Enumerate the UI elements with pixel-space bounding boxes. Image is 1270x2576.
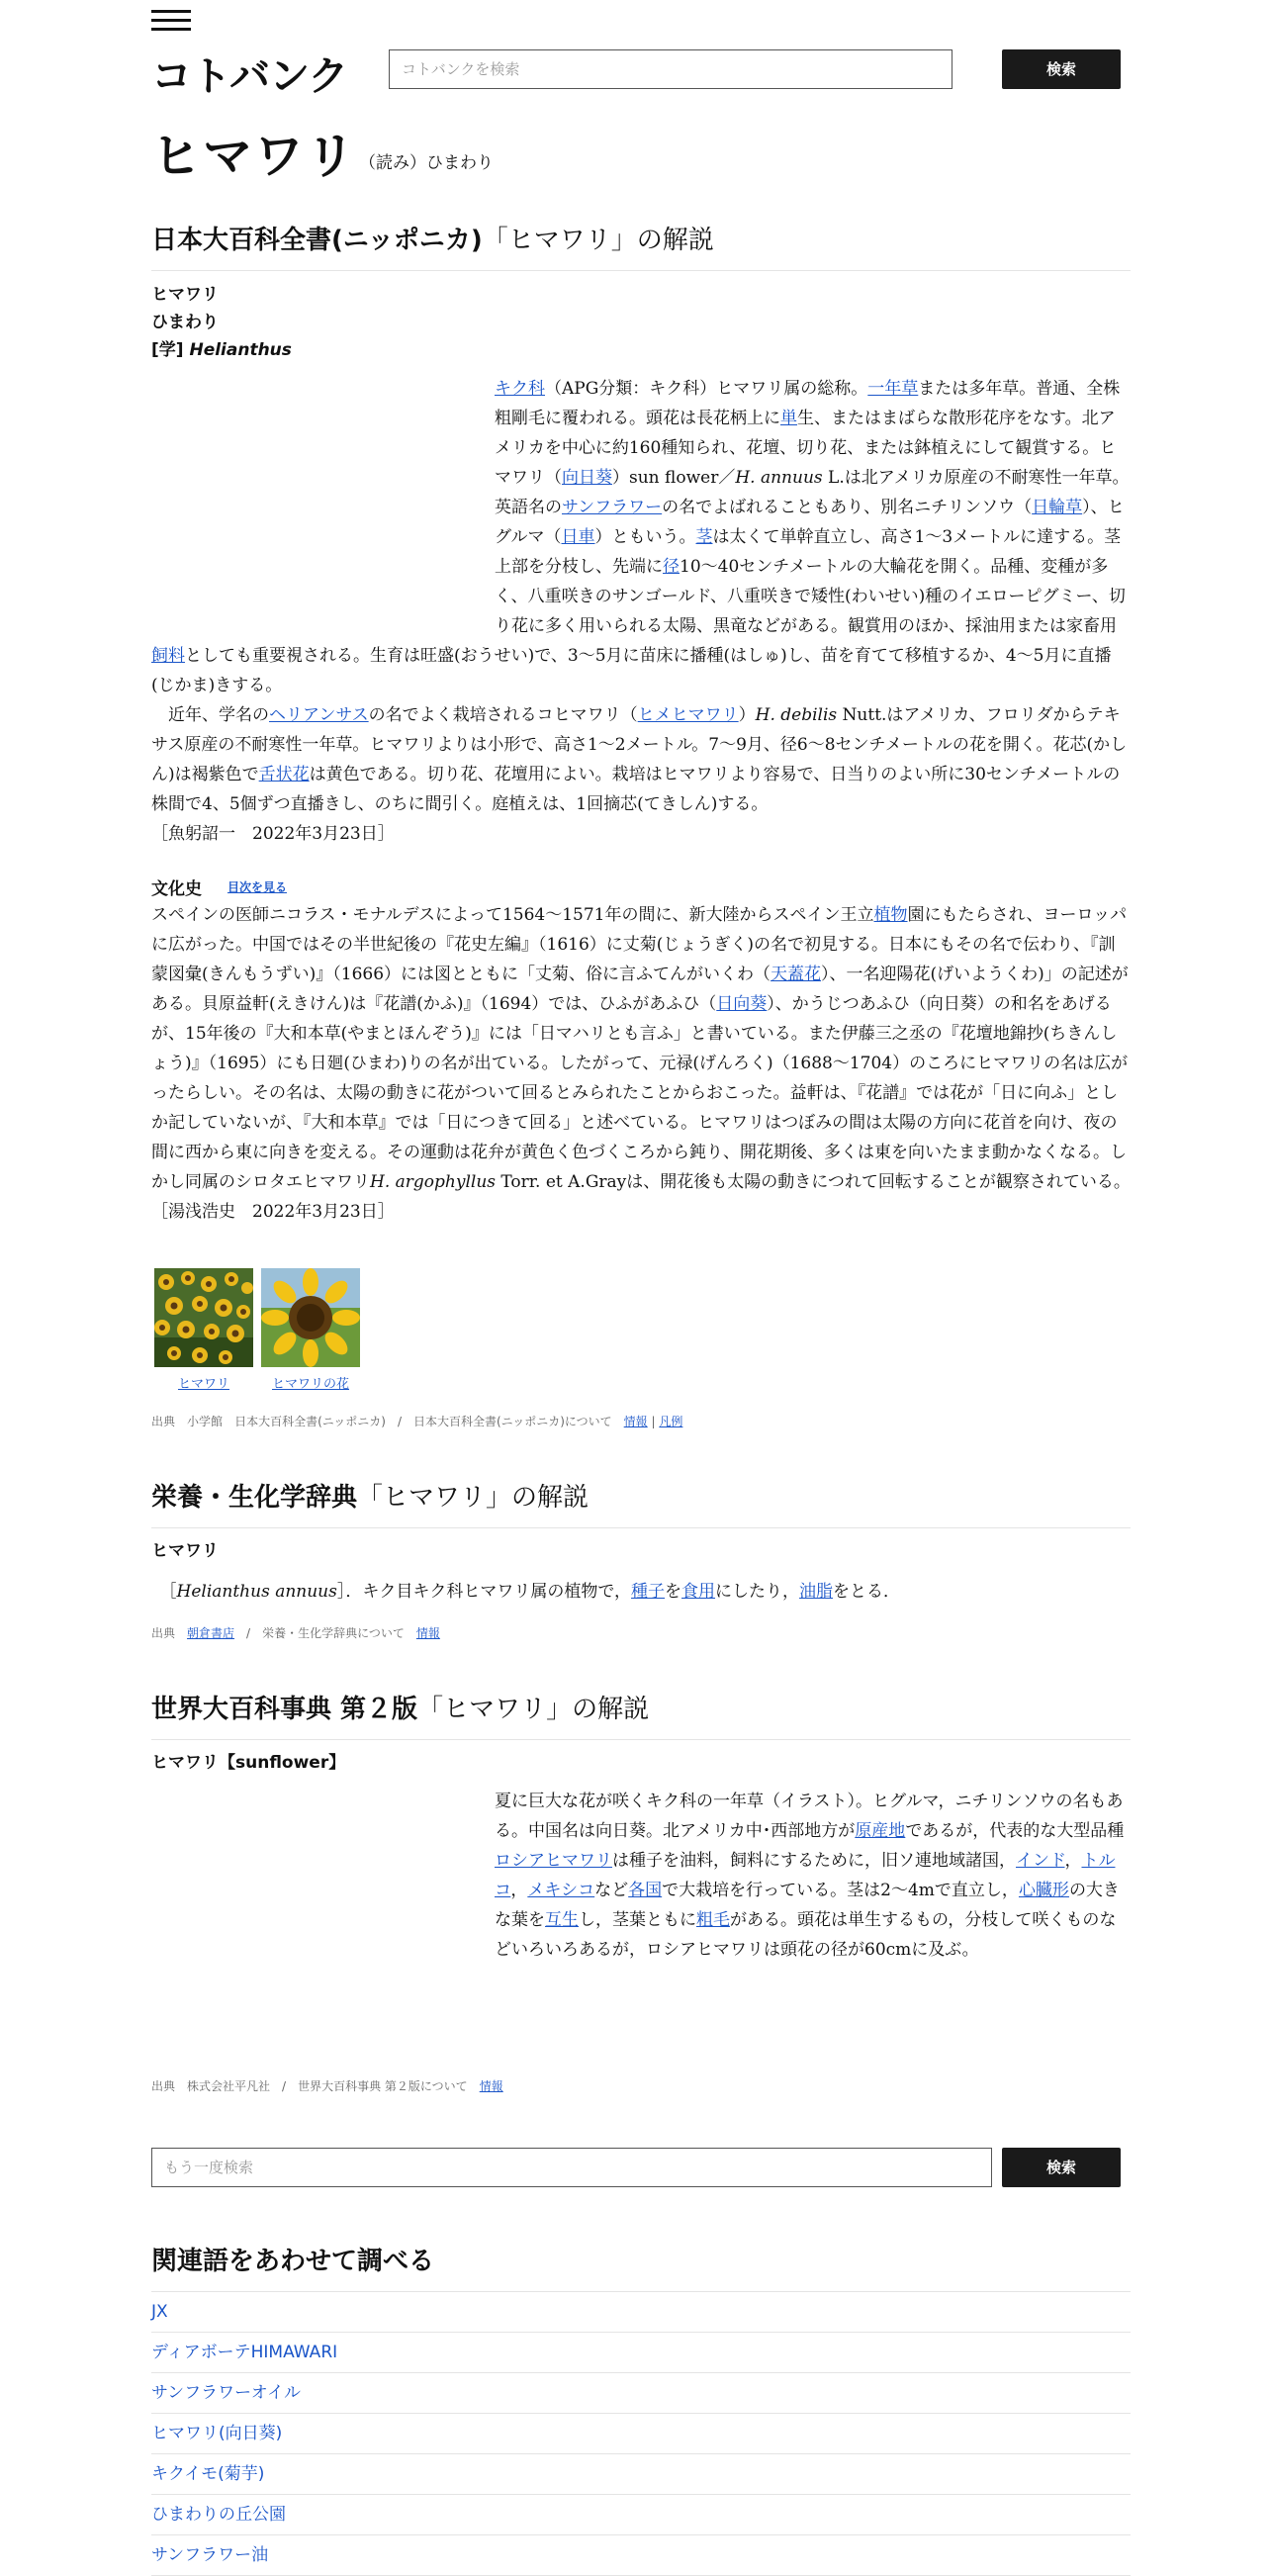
- culture-body: [151, 900, 1131, 1227]
- image-caption-2[interactable]: ヒマワリの花: [271, 1377, 349, 1392]
- source-credit-nipponica: 出典 小学館 日本大百科全書(ニッポニカ) / 日本大百科全書(ニッポニカ)について 情報 | 凡例: [151, 1415, 683, 1428]
- text-run: としても重要視される。生育は旺盛(おうせい)で、3～5月に苗床に播種(はしゅ)し、苗を育てて移植するか、4～5月に直播(じかま)きする。: [151, 646, 1112, 695]
- inline-link[interactable]: 油脂: [799, 1582, 834, 1602]
- inline-link[interactable]: ヒメヒマワリ: [637, 705, 739, 725]
- heading-suffix: 「ヒマワリ」の解説: [482, 226, 714, 255]
- related-term-link[interactable]: JX: [151, 2292, 1131, 2333]
- inline-link[interactable]: 粗毛: [696, 1910, 730, 1930]
- text-run: ，: [1064, 1851, 1082, 1871]
- text-run: 近年、学名の: [151, 705, 269, 725]
- image-placeholder: [151, 374, 495, 641]
- heading-source: 日本大百科全書(ニッポニカ): [151, 226, 483, 255]
- italic-text: Helianthus annuus: [176, 1582, 337, 1602]
- related-terms: [151, 2241, 1131, 2576]
- bottom-search-input[interactable]: もう一度検索: [151, 2148, 992, 2187]
- menu-icon[interactable]: [151, 10, 191, 34]
- text-run: ，: [510, 1881, 528, 1900]
- text-run: （APG分類：キク科）ヒマワリ属の総称。: [545, 379, 868, 399]
- image-caption-1[interactable]: ヒマワリ: [177, 1377, 229, 1392]
- text-run: をとる．: [833, 1582, 901, 1602]
- text-run: ［: [151, 1582, 177, 1602]
- author-credit-2: ［湯浅浩史 2022年3月23日］: [151, 1202, 395, 1222]
- text-run: は黄色である。切り花、花壇用によい。栽培はヒマワリより容易で、日当りのよい所に30センチメートルの株間で4、5個ずつ直播きし、のちに間引く。庭植えは、1回摘芯(てきしん)する。: [151, 765, 1121, 814]
- text-run: であるが，代表的な大型品種: [905, 1821, 1125, 1841]
- related-list: [151, 2292, 1131, 2576]
- inline-link[interactable]: 天蓋花: [771, 965, 822, 984]
- inline-link[interactable]: 径: [663, 557, 680, 577]
- related-term-link[interactable]: サンフラワー油: [151, 2535, 1131, 2576]
- inline-link[interactable]: トルコ: [495, 1851, 1116, 1900]
- text-run: は種子を油料，飼料にするために，旧ソ連地域諸国，: [612, 1851, 1016, 1871]
- nutrition-paragraph: [151, 1577, 1131, 1607]
- section-heading-heibonsha: 世界大百科事典 第２版「ヒマワリ」の解説: [151, 1689, 1131, 1740]
- related-heading: 関連語をあわせて調べる: [151, 2241, 1131, 2292]
- related-term-link[interactable]: キクイモ(菊芋): [151, 2454, 1131, 2495]
- text-run: ）、ヒグルマ（: [495, 498, 1125, 547]
- related-term-link[interactable]: ヒマワリ(向日葵): [151, 2414, 1131, 2454]
- sunflower-bloom-image[interactable]: [261, 1268, 360, 1367]
- info-link[interactable]: 情報: [415, 1626, 440, 1640]
- inline-link[interactable]: 日向葵: [716, 994, 768, 1014]
- section-heading-nutrition: 栄養・生化学辞典「ヒマワリ」の解説: [151, 1477, 1131, 1528]
- page-title: ヒマワリ: [151, 128, 357, 185]
- italic-text: H. argophyllus: [370, 1172, 496, 1192]
- section-heading-nipponica: [151, 220, 1131, 271]
- text-run: 園にもたらされ、ヨーロッパに広がった。中国ではその半世紀後の『花史左編』（1616）に丈菊(じょうぎく)の名で初見する。日本にもその名で伝わり、『訓蒙図彙(きんもうずい)』（1666）には図とともに「丈菊、俗に言ふてんがいくわ（: [151, 905, 1128, 984]
- text-run: にしたり，: [715, 1582, 800, 1602]
- text-run: Torr. et A.Grayは、開花後も太陽の動きにつれて回転することが観察されている。: [496, 1172, 1131, 1192]
- headword-nutrition: ヒマワリ: [151, 1541, 219, 1561]
- text-run: ］．キク目キク科ヒマワリ属の植物で，: [336, 1582, 632, 1602]
- paragraph-2: [151, 700, 1131, 819]
- text-run: スペインの医師ニコラス・モナルデスによって1564～1571年の間に、新大陸からスペイン王立: [151, 905, 874, 925]
- inline-link[interactable]: 食用: [681, 1582, 716, 1602]
- headword-block: [151, 281, 292, 364]
- paragraph-3: [151, 900, 1131, 1197]
- site-logo[interactable]: コトバンク: [151, 52, 348, 100]
- inline-link[interactable]: 一年草: [867, 379, 919, 399]
- inline-link[interactable]: 単: [780, 409, 797, 428]
- inline-link[interactable]: 原産地: [855, 1821, 906, 1841]
- publisher-link[interactable]: 朝倉書店: [187, 1626, 235, 1640]
- text-run: ）、一名迎陽花(げいようくわ)」の記述がある。貝原益軒(えきけん)は『花譜(かふ)』（1694）では、ひふがあふひ（: [151, 965, 1129, 1014]
- text-run: ）、かうじつあふひ（向日葵）の和名をあげるが、15年後の『大和本草(やまとほんぞう)』には「日マハリとも言ふ」と書いている。また伊藤三之丞の『花壇地錦抄(ちきんしょう)』（1695）にも日廻(ひまわ)りの名が出ている。したがって、元禄(げんろく)（1688～1704）のころにヒマワリの名は広がったらしい。その名は、太陽の動きに花がついて回るとみられたことからおこった。益軒は、『花譜』では花が「日に向ふ」とし か記していないが、『大和本草』では「日につきて回る」と述べている。ヒマワリはつぼみの間は太陽の方向に花首を向け、夜の間に西から東に向きを変える。その運動は花弁が黄色く色づくころから鈍り、開花期後、多くは東を向いたまま動かなくなる。しかし同属のシロタエヒマワリ: [151, 994, 1129, 1192]
- inline-link[interactable]: 飼料: [151, 646, 185, 666]
- search-input[interactable]: コトバンクを検索: [389, 49, 952, 89]
- source-credit-nutrition: 出典 朝倉書店 / 栄養・生化学辞典について 情報: [151, 1626, 440, 1640]
- related-term-link[interactable]: サンフラワーオイル: [151, 2373, 1131, 2414]
- inline-link[interactable]: メキシコ: [527, 1881, 595, 1900]
- page-reading: （読み）ひまわり: [359, 153, 494, 173]
- inline-link[interactable]: 互生: [545, 1910, 579, 1930]
- inline-link[interactable]: 種子: [631, 1582, 666, 1602]
- text-run: ）sun flower／: [612, 468, 736, 488]
- text-run: ）: [738, 705, 756, 725]
- inline-link[interactable]: 茎: [695, 527, 713, 547]
- heibonsha-paragraph: [151, 1787, 1131, 1965]
- info-link[interactable]: 情報: [479, 2079, 503, 2093]
- inline-link[interactable]: 向日葵: [562, 468, 612, 488]
- source-credit-heibonsha: 出典 株式会社平凡社 / 世界大百科事典 第２版について 情報: [151, 2079, 503, 2093]
- inline-link[interactable]: 日輪草: [1032, 498, 1083, 517]
- info-link[interactable]: 情報: [623, 1415, 648, 1428]
- inline-link[interactable]: インド: [1016, 1851, 1065, 1871]
- text-run: ）ともいう。: [594, 527, 696, 547]
- inline-link[interactable]: 日車: [561, 527, 595, 547]
- sunflower-field-image[interactable]: [154, 1268, 253, 1367]
- text-run: または多年草。普通、全株粗剛毛に覆われる。頭花は長花柄上に: [495, 379, 1121, 428]
- text-run: は太くて単幹直立し、高さ1～3メートルに達する。茎上部を分枝し、先端に: [495, 527, 1122, 577]
- text-run: Nutt.はアメリカ、フロリダからテキサス原産の不耐寒性一年草。ヒマワリよりは小形で、高さ1～2メートル。7～9月、径6～8センチメートルの花を開く。花芯(かしん)は褐紫色で: [151, 705, 1128, 784]
- search-button[interactable]: 検索: [1002, 49, 1121, 89]
- legend-link[interactable]: 凡例: [659, 1415, 683, 1428]
- inline-link[interactable]: ヘリアンサス: [269, 705, 369, 725]
- text-run: 夏に巨大な花が咲くキク科の一年草（イラスト）。ヒグルマ，ニチリンソウの名もある。中国名は向日葵。北アメリカ中･西部地方が: [495, 1792, 1124, 1841]
- italic-text: H. debilis: [755, 705, 838, 725]
- nutrition-body: [151, 1577, 1131, 1607]
- text-run: の名でよく栽培されるコヒマワリ（: [368, 705, 638, 725]
- headword-reading: ひまわり: [151, 313, 219, 332]
- related-term-link[interactable]: ひまわりの丘公園: [151, 2495, 1131, 2535]
- text-run: 生、またはまばらな散形花序をなす。北アメリカを中心に約160種知られ、花壇、切り花、または鉢植えにして観賞する。ヒマワリ（: [495, 409, 1117, 488]
- toc-link[interactable]: 目次を見る: [227, 880, 288, 894]
- author-credit-1: ［魚躬詔一 2022年3月23日］: [151, 824, 395, 844]
- text-run: し，茎葉ともに: [579, 1910, 696, 1930]
- italic-text: H. annuus: [735, 468, 823, 488]
- text-run: 10～40センチメートルの大輪花を開く。品種、変種が多く、八重咲きのサンゴールド、八重咲きで矮性(わいせい)種のイエローピグミー、切り花に多く用いられる太陽、黒竜などがある。観賞用のほか、採油用または家畜用: [495, 557, 1126, 636]
- text-run: を: [665, 1582, 682, 1602]
- headword: ヒマワリ: [151, 285, 219, 305]
- text-run: がある。頭花は単生するもの，分枝して咲くものなどいろいろあるが，ロシアヒマワリは頭花の径が60cmに及ぶ。: [495, 1910, 1117, 1960]
- text-run: の名でよばれることもあり、別名ニチリンソウ（: [662, 498, 1033, 517]
- nipponica-body: [151, 374, 1131, 849]
- inline-link[interactable]: サンフラワー: [562, 498, 663, 517]
- text-run: の大きな葉を: [495, 1881, 1120, 1930]
- text-run: など: [594, 1881, 629, 1900]
- inline-link[interactable]: キク科: [495, 379, 545, 399]
- bottom-search-button[interactable]: 検索: [1002, 2148, 1121, 2187]
- headword-heibonsha: ヒマワリ【sunflower】: [151, 1753, 346, 1773]
- text-run: で大栽培を行っている。茎は2～4mで直立し，: [662, 1881, 1019, 1900]
- inline-link[interactable]: ロシアヒマワリ: [495, 1851, 612, 1871]
- inline-link[interactable]: 植物: [873, 905, 908, 925]
- headword-scientific: [学] Helianthus: [151, 340, 292, 360]
- inline-link[interactable]: 心臓形: [1018, 1881, 1069, 1900]
- inline-link[interactable]: 各国: [628, 1881, 663, 1900]
- related-term-link[interactable]: ディアボーテHIMAWARI: [151, 2333, 1131, 2373]
- inline-link[interactable]: 舌状花: [258, 765, 310, 784]
- culture-history-label: 文化史: [151, 879, 202, 899]
- text-run: L.は北アメリカ原産の不耐寒性一年草。英語名の: [495, 468, 1130, 517]
- heibonsha-body: [151, 1787, 1131, 1965]
